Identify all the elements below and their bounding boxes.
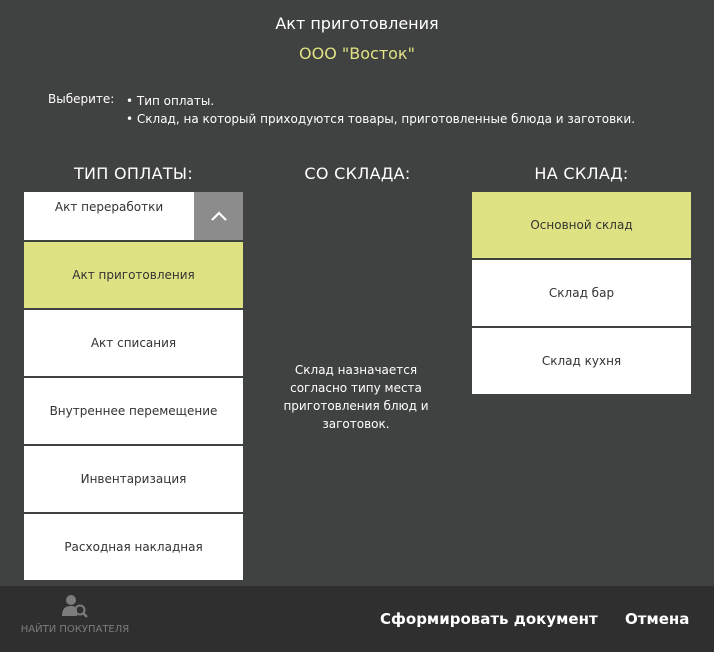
payment-type-item[interactable] bbox=[24, 514, 243, 580]
from-store-note: Склад назначается согласно типу места приготовления блюд и заготовок. bbox=[283, 363, 429, 431]
payment-type-title: ТИП ОПЛАТЫ: bbox=[73, 164, 194, 183]
payment-type-label: Инвентаризация bbox=[80, 472, 187, 486]
payment-type-label: Акт приготовления bbox=[72, 268, 195, 282]
to-store-label: Склад кухня bbox=[541, 354, 622, 368]
payment-type-item[interactable] bbox=[24, 378, 243, 444]
footer-bar bbox=[0, 586, 714, 652]
organization-name: ООО "Восток" bbox=[299, 44, 415, 63]
instructions-item: • Склад, на который приходуются товары, приготовленные блюда и заготовки. bbox=[126, 112, 636, 126]
to-store-label: Основной склад bbox=[530, 218, 633, 232]
cancel-button[interactable]: Отмена bbox=[625, 610, 690, 628]
instructions-label: Выберите: bbox=[48, 92, 115, 106]
to-store-item[interactable] bbox=[472, 260, 691, 326]
page-title: Акт приготовления bbox=[275, 14, 439, 33]
payment-type-item[interactable] bbox=[24, 242, 243, 308]
payment-type-label: Расходная накладная bbox=[64, 540, 203, 554]
payment-type-item[interactable] bbox=[24, 192, 194, 240]
to-store-item[interactable] bbox=[472, 328, 691, 394]
to-store-label: Склад бар bbox=[548, 286, 615, 300]
payment-type-label: Внутреннее перемещение bbox=[49, 404, 218, 418]
scroll-up-button[interactable] bbox=[194, 192, 243, 240]
payment-type-label: Акт списания bbox=[90, 336, 177, 350]
instructions-list bbox=[126, 92, 635, 128]
create-document-button[interactable]: Сформировать документ bbox=[380, 610, 598, 628]
user-search-icon bbox=[60, 592, 90, 620]
payment-type-item[interactable] bbox=[24, 310, 243, 376]
chevron-up-icon bbox=[211, 211, 227, 221]
find-customer-button[interactable] bbox=[16, 592, 134, 635]
payment-type-item[interactable] bbox=[24, 446, 243, 512]
from-store-title: СО СКЛАДА: bbox=[304, 164, 411, 183]
to-store-title: НА СКЛАД: bbox=[534, 164, 629, 183]
to-store-item[interactable] bbox=[472, 192, 691, 258]
instructions-item: • Тип оплаты. bbox=[126, 94, 215, 108]
find-customer-label: НАЙТИ ПОКУПАТЕЛЯ bbox=[20, 624, 130, 635]
payment-type-label: Акт переработки bbox=[54, 200, 164, 214]
